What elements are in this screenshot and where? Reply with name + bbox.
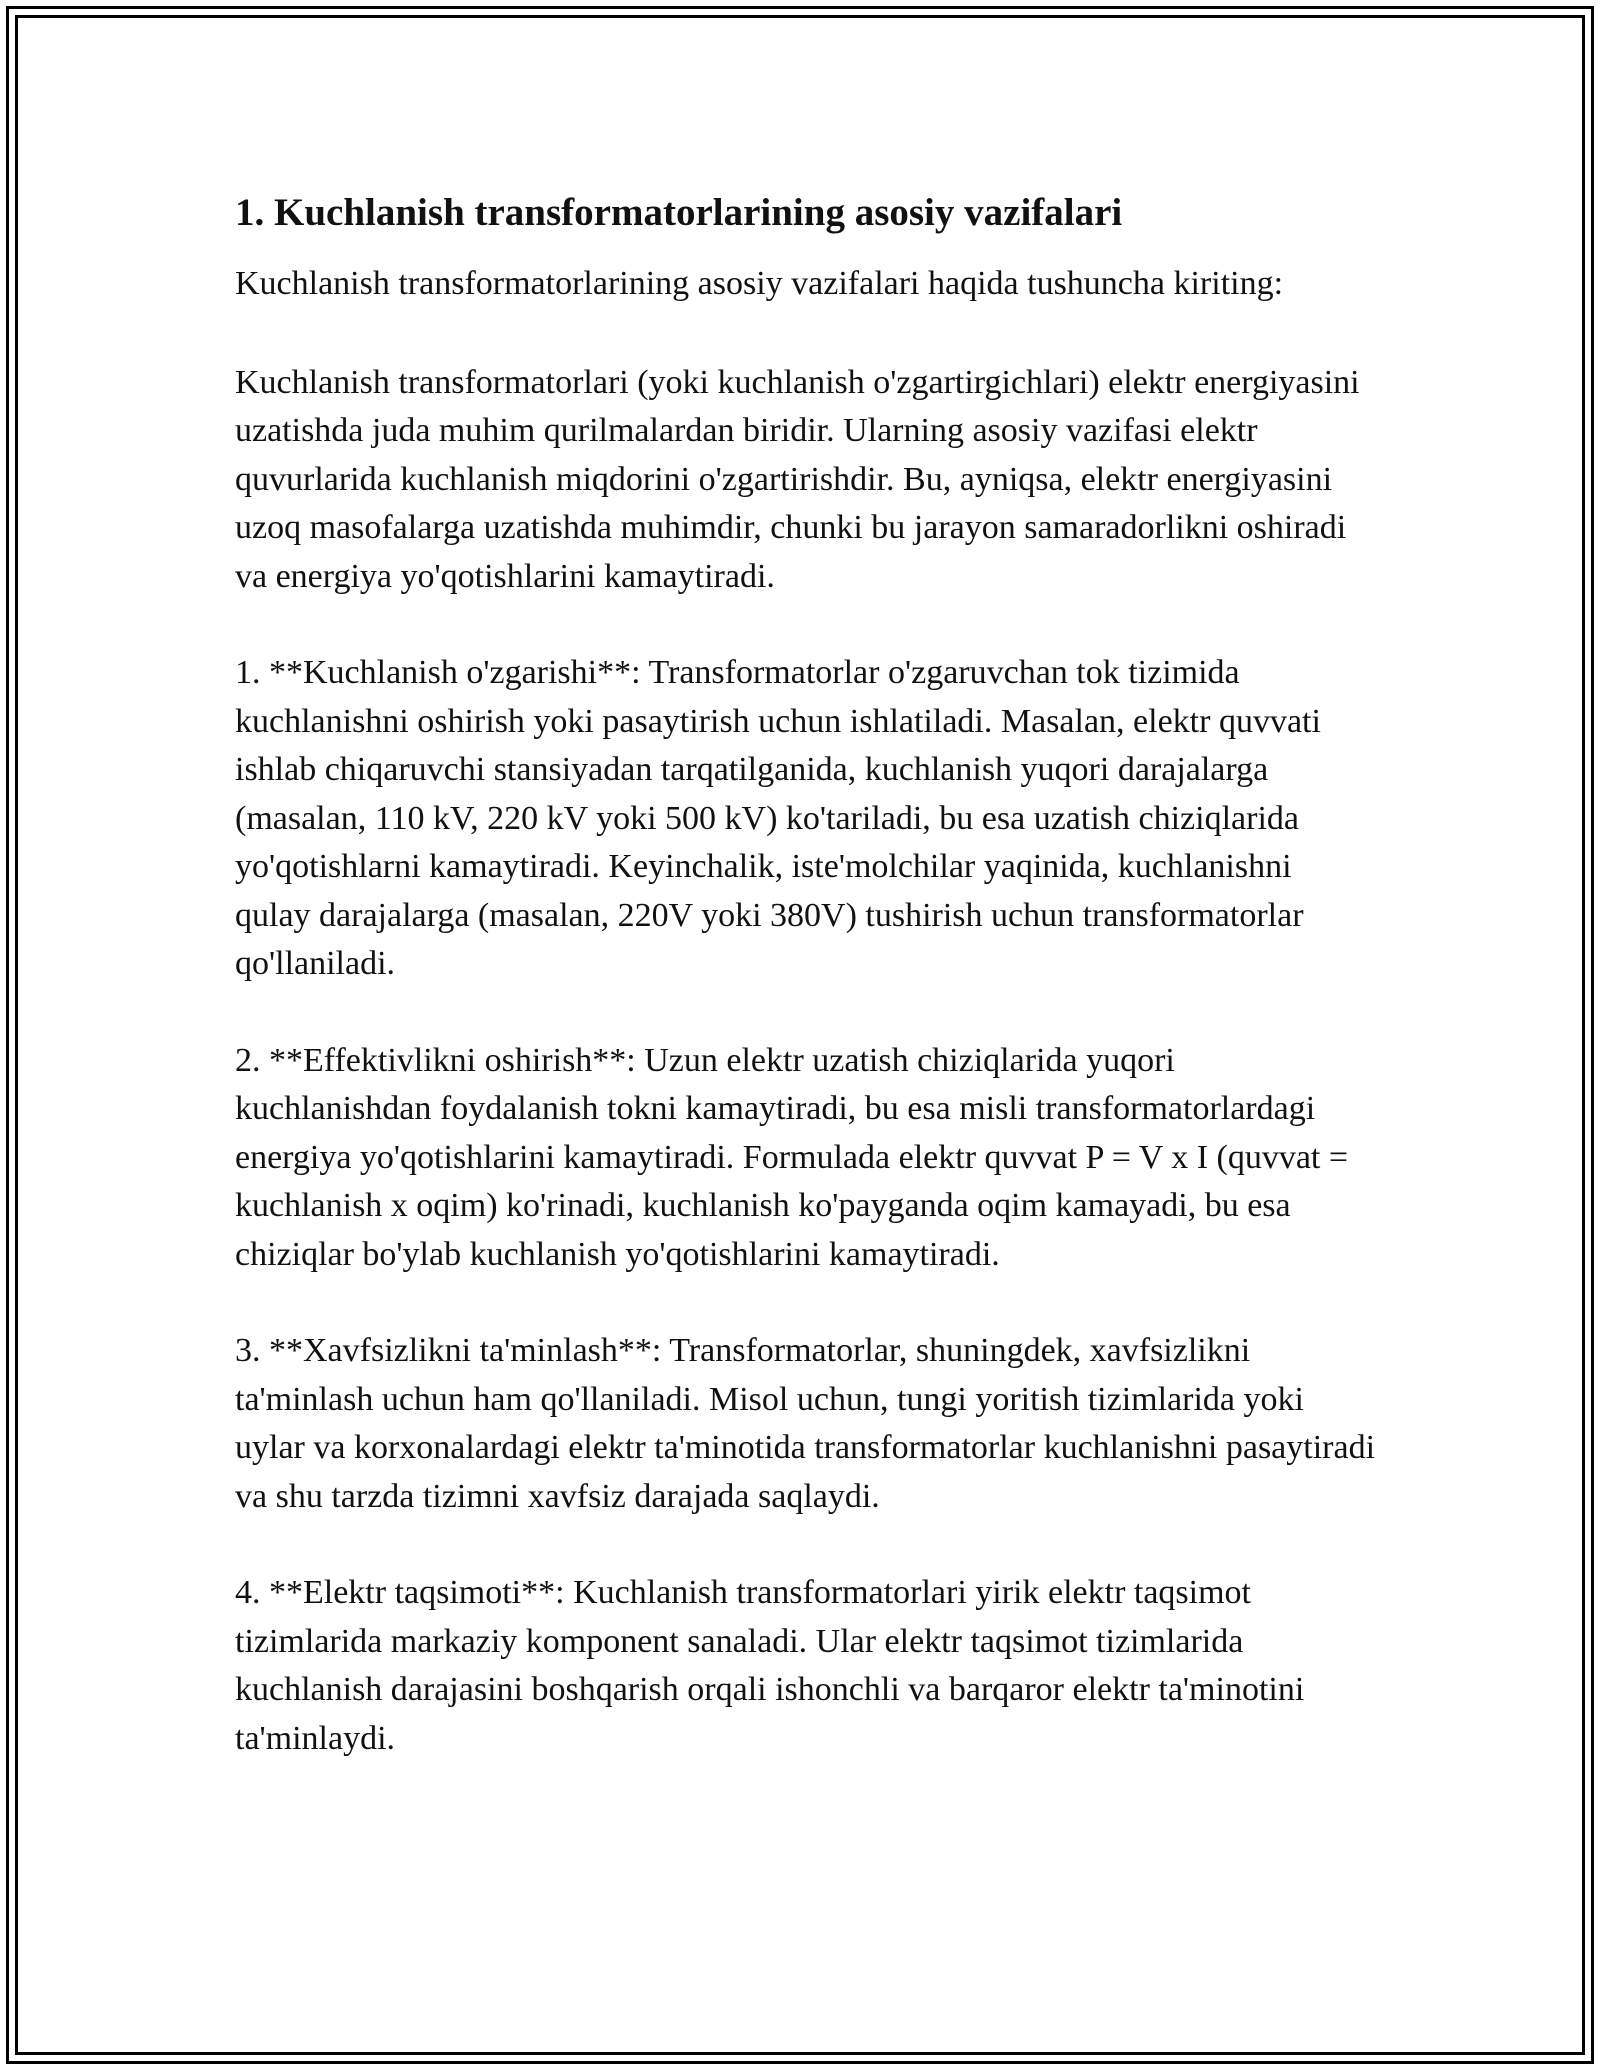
paragraph-overview: Kuchlanish transformatorlari (yoki kuchlanish o'zgartirgichlari) elektr energiyasini uzatishda juda muhim qurilmalardan biridir. Ularning asosiy vazifasi elektr quvurlarida kuchlanish miqdorini o'zgartirishdir. Bu, ayniqsa, elektr energiyasini uzoq masofalarga uzatishda muhimdir, chunki bu jarayon samaradorlikni oshiradi va energiya yo'qotishlarini kamaytiradi. <box>235 363 1360 595</box>
paragraph-item-1: 1. **Kuchlanish o'zgarishi**: Transformatorlar o'zgaruvchan tok tizimida kuchlanishni oshirish yoki pasaytirish uchun ishlatiladi. Masalan, elektr quvvati ishlab chiqaruvchi stansiyadan tarqatilganida, kuchlanish yuqori darajalarga (masalan, 110 kV, 220 kV yoki 500 kV) ko'tariladi, bu esa uzatish chiziqlarida yo'qotishlarni kamaytiradi. Keyinchalik, iste'molchilar yaqinida, kuchlanishni qulay darajalarga (masalan, 220V yoki 380V) tushirish uchun transformatorlar qo'llaniladi. <box>235 654 1321 982</box>
paragraph-item-3: 3. **Xavfsizlikni ta'minlash**: Transformatorlar, shuningdek, xavfsizlikni ta'minlash uchun ham qo'llaniladi. Misol uchun, tungi yoritish tizimlarida yoki uylar va korxonalardagi elektr ta'minotida transformatorlar kuchlanishni pasaytiradi va shu tarzda tizimni xavfsiz darajada saqlaydi. <box>235 1332 1376 1515</box>
intro-line: Kuchlanish transformatorlarining asosiy vazifalari haqida tushuncha kiriting: <box>235 265 1284 302</box>
section-heading: 1. Kuchlanish transformatorlarining asosiy vazifalari <box>235 191 1123 234</box>
paragraph-item-4: 4. **Elektr taqsimoti**: Kuchlanish transformatorlari yirik elektr taqsimot tizimlarida markaziy komponent sanaladi. Ular elektr taqsimot tizimlarida kuchlanish darajasini boshqarish orqali ishonchli va barqaror elektr ta'minotini ta'minlaydi. <box>235 1574 1305 1757</box>
paragraph-item-2: 2. **Effektivlikni oshirish**: Uzun elektr uzatish chiziqlarida yuqori kuchlanishdan foydalanish tokni kamaytiradi, bu esa misli transformatorlardagi energiya yo'qotishlarini kamaytiradi. Formulada elektr quvvat P = V x I (quvvat = kuchlanish x oqim) ko'rinadi, kuchlanish ko'payganda oqim kamayadi, bu esa chiziqlar bo'ylab kuchlanish yo'qotishlarini kamaytiradi. <box>235 1041 1349 1273</box>
document-body <box>235 188 1375 1811</box>
